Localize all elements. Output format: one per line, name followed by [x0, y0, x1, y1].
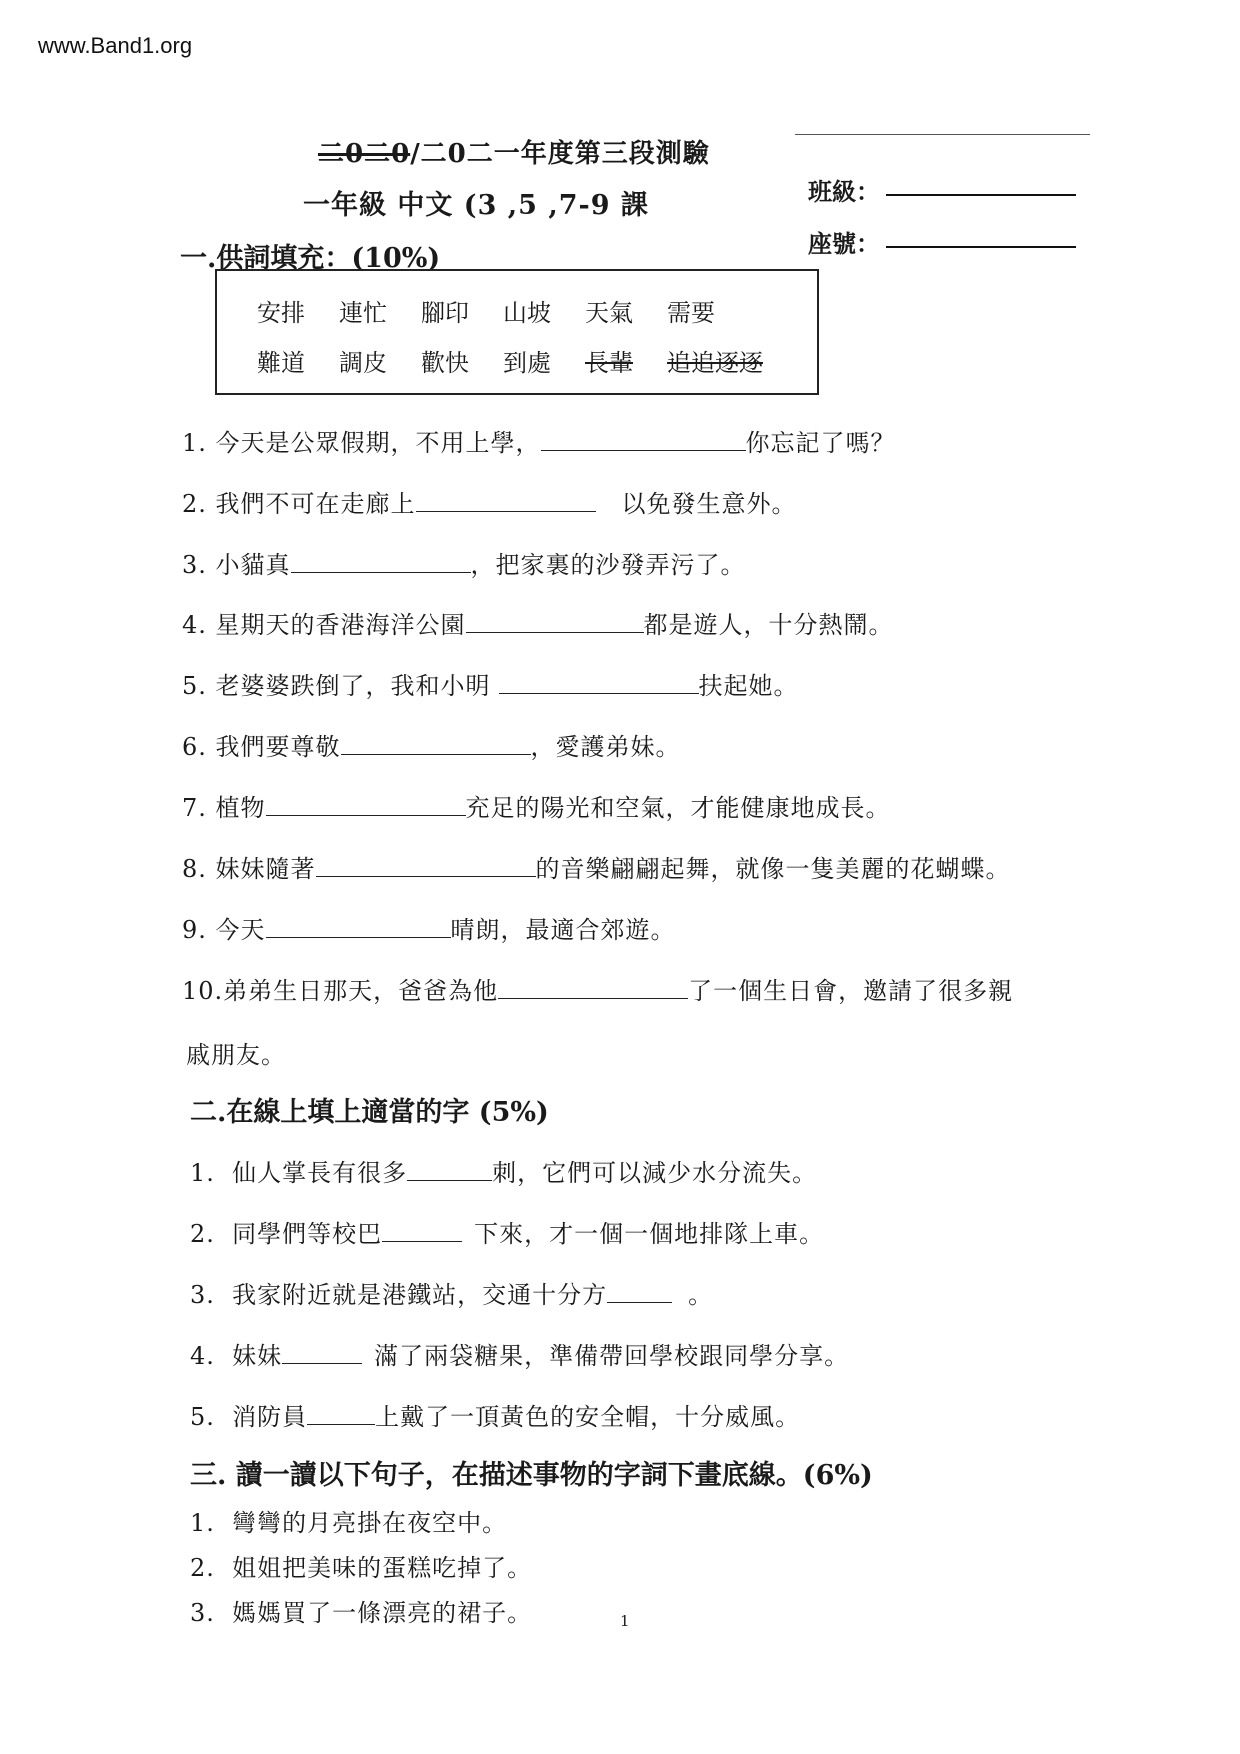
question-text: 同學們等校巴: [232, 1220, 383, 1248]
page-number: 1: [620, 1612, 630, 1630]
question-number: 3.: [190, 1281, 215, 1309]
question-text: 我們要尊敬: [215, 733, 341, 761]
word-item: 天氣: [585, 299, 633, 327]
word-item: 山坡: [503, 299, 551, 327]
section2-heading: 二.在線上填上適當的字 (5%): [190, 1097, 549, 1128]
question-number: 2.: [190, 1554, 215, 1582]
word-item: 歡快: [421, 349, 469, 377]
question-text: 你忘記了嗎？: [745, 429, 896, 457]
s1-question-9: [182, 910, 676, 945]
question-text: 扶起她。: [698, 672, 799, 700]
question-text: ，把家裏的沙發弄污了。: [470, 551, 746, 579]
exam-title: [318, 133, 710, 170]
word-item-crossed-out: 長輩: [585, 349, 633, 377]
section3-heading: 三. 讀一讀以下句子，在描述事物的字詞下畫底線。(6%): [190, 1460, 873, 1491]
question-text: 的音樂翩翩起舞，就像一隻美麗的花蝴蝶。: [535, 855, 1011, 883]
s3-question-2: [190, 1548, 532, 1583]
question-number: 5.: [190, 1403, 215, 1431]
question-text[interactable]: 彎彎的月亮掛在夜空中。: [232, 1509, 508, 1537]
word-item: 調皮: [339, 349, 387, 377]
question-text: 充足的陽光和空氣，才能健康地成長。: [465, 794, 891, 822]
question-number: 2.: [182, 490, 207, 518]
answer-blank[interactable]: [466, 612, 644, 633]
question-number: 4.: [182, 611, 207, 639]
question-number: 1.: [182, 429, 207, 457]
word-bank-row-2: [257, 343, 787, 378]
question-text: 今天: [215, 916, 266, 944]
s2-question-4: [190, 1336, 849, 1371]
s3-question-3: [190, 1593, 532, 1628]
s1-question-2: [182, 484, 797, 519]
question-text: 都是遊人，十分熱鬧。: [643, 611, 894, 639]
s2-question-1: [190, 1153, 817, 1188]
s1-question-3: [182, 545, 746, 580]
answer-blank[interactable]: [291, 552, 471, 573]
word-item: 到處: [503, 349, 551, 377]
answer-blank[interactable]: [416, 491, 596, 512]
answer-blank[interactable]: [407, 1160, 492, 1181]
answer-blank[interactable]: [341, 734, 531, 755]
word-item: 連忙: [339, 299, 387, 327]
question-text: 老婆婆跌倒了，我和小明: [215, 672, 491, 700]
word-item: 腳印: [421, 299, 469, 327]
question-number: 3.: [190, 1599, 215, 1627]
question-text: 下來，才一個一個地排隊上車。: [474, 1220, 825, 1248]
s1-question-10-continued: 戚朋友。: [186, 1041, 286, 1069]
question-text: 我們不可在走廊上: [215, 490, 416, 518]
s1-question-6: [182, 727, 681, 762]
question-number: 10.: [182, 977, 224, 1005]
question-number: 3.: [182, 551, 207, 579]
word-item-crossed-out: 追追逐逐: [667, 349, 763, 377]
question-number: 1.: [190, 1509, 215, 1537]
question-number: 2.: [190, 1220, 215, 1248]
question-text: 小貓真: [215, 551, 291, 579]
answer-blank[interactable]: [499, 673, 699, 694]
question-text: 上戴了一頂黃色的安全帽，十分威風。: [375, 1403, 801, 1431]
s1-question-4: [182, 605, 894, 640]
question-text: ，愛護弟妹。: [530, 733, 681, 761]
s1-question-1: [182, 423, 896, 458]
question-text[interactable]: 姐姐把美味的蛋糕吃掉了。: [232, 1554, 533, 1582]
question-text: 今天是公眾假期，不用上學，: [215, 429, 541, 457]
site-url: www.Band1.org: [38, 33, 193, 58]
answer-blank[interactable]: [282, 1343, 362, 1364]
answer-blank[interactable]: [307, 1404, 375, 1425]
answer-blank[interactable]: [498, 978, 688, 999]
question-number: 5.: [182, 672, 207, 700]
question-text: 妹妹: [232, 1342, 283, 1370]
s1-question-8: [182, 849, 1011, 884]
class-field[interactable]: [808, 172, 1076, 207]
answer-blank[interactable]: [382, 1221, 462, 1242]
answer-blank[interactable]: [266, 917, 451, 938]
question-text: 我家附近就是港鐵站，交通十分方: [232, 1281, 608, 1309]
answer-blank[interactable]: [607, 1282, 672, 1303]
word-bank-row-1: [257, 293, 749, 328]
question-number: 9.: [182, 916, 207, 944]
question-text: 消防員: [232, 1403, 308, 1431]
class-label: 班級：: [808, 177, 880, 206]
question-text: 以免發生意外。: [621, 490, 797, 518]
question-text: 植物: [215, 794, 266, 822]
s2-question-3: [190, 1275, 713, 1310]
question-number: 7.: [182, 794, 207, 822]
exam-title-struck: 二0二0: [318, 139, 411, 169]
s3-question-1: [190, 1503, 507, 1538]
word-item: 難道: [257, 349, 305, 377]
question-text: 刺，它們可以減少水分流失。: [492, 1159, 818, 1187]
question-text: 弟弟生日那天，爸爸為他: [223, 977, 499, 1005]
answer-blank[interactable]: [541, 430, 746, 451]
word-item: 需要: [667, 299, 715, 327]
question-text[interactable]: 媽媽買了一條漂亮的裙子。: [232, 1599, 533, 1627]
question-number: 6.: [182, 733, 207, 761]
question-number: 8.: [182, 855, 207, 883]
s2-question-2: [190, 1214, 824, 1249]
question-text: 仙人掌長有很多: [232, 1159, 408, 1187]
question-number: 1.: [190, 1159, 215, 1187]
seat-field[interactable]: [808, 224, 1076, 259]
word-item: 安排: [257, 299, 305, 327]
s1-question-7: [182, 788, 891, 823]
question-text: 妹妹隨著: [215, 855, 316, 883]
exam-title-rest: /二0二一年度第三段測驗: [410, 139, 710, 169]
question-text: 晴朗，最適合郊遊。: [450, 916, 676, 944]
s2-question-5: [190, 1397, 800, 1432]
class-answer-line[interactable]: [886, 192, 1076, 196]
s1-question-10: [182, 971, 1013, 1006]
name-line: [795, 132, 1090, 135]
s1-question-5: [182, 666, 799, 701]
exam-subtitle: 一年級 中文 (3 ,5 ,7-9 課: [303, 190, 649, 221]
question-text: 滿了兩袋糖果，準備帶回學校跟同學分享。: [374, 1342, 850, 1370]
question-text: 。: [688, 1281, 714, 1309]
answer-blank[interactable]: [316, 856, 536, 877]
word-bank-box: [215, 269, 819, 395]
question-text: 了一個生日會，邀請了很多親: [688, 977, 1014, 1005]
seat-label: 座號：: [808, 229, 880, 258]
question-text: 星期天的香港海洋公園: [215, 611, 466, 639]
seat-answer-line[interactable]: [886, 244, 1076, 248]
answer-blank[interactable]: [266, 795, 466, 816]
question-number: 4.: [190, 1342, 215, 1370]
section1-heading: 一.供詞填充：(10%): [180, 243, 441, 274]
